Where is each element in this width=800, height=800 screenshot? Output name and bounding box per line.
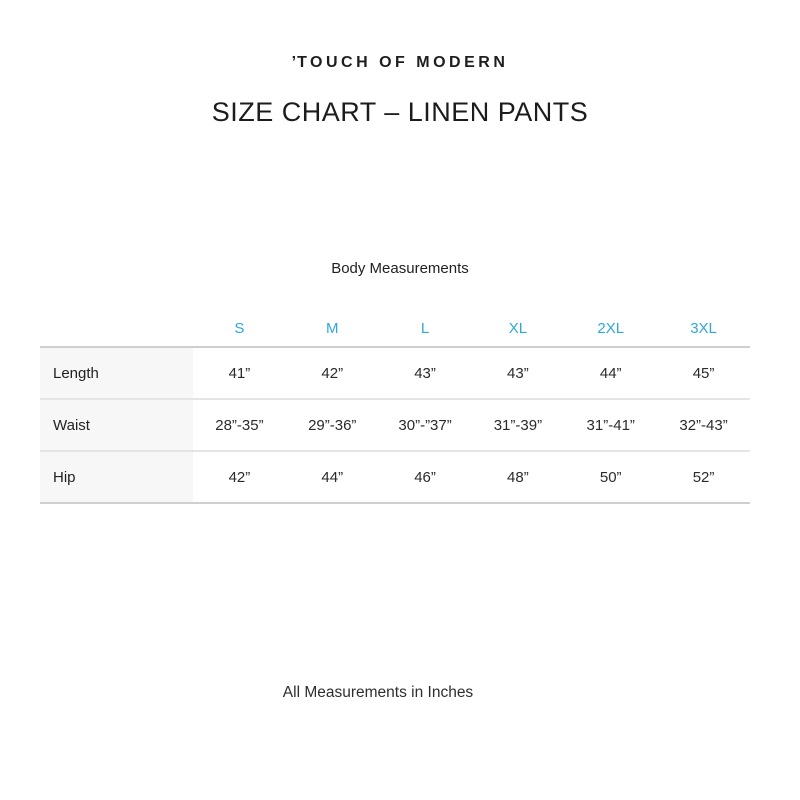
logo-tick-mark: ʼ bbox=[291, 54, 297, 71]
waist-2xl-value: 31”-41” bbox=[586, 416, 635, 434]
table-row-hip bbox=[40, 450, 750, 502]
size-header-s: S bbox=[234, 319, 245, 337]
table-body bbox=[40, 346, 750, 504]
hip-m-value: 44” bbox=[321, 468, 344, 486]
table-row-length bbox=[40, 348, 750, 398]
length-3xl-value: 45” bbox=[692, 364, 715, 382]
hip-s-value: 42” bbox=[228, 468, 251, 486]
header-spacer-cell bbox=[40, 310, 193, 346]
waist-xl-value: 31”-39” bbox=[493, 416, 543, 434]
row-label: Hip bbox=[40, 452, 193, 502]
hip-xl-value: 48” bbox=[507, 468, 529, 486]
length-xl-value: 43” bbox=[507, 364, 529, 382]
waist-l-value: 30”-”37” bbox=[398, 416, 452, 434]
row-label: Length bbox=[40, 348, 193, 398]
size-header-l: L bbox=[420, 319, 430, 337]
length-m-value: 42” bbox=[321, 364, 344, 382]
size-header-row bbox=[40, 310, 750, 346]
length-l-value: 43” bbox=[414, 364, 436, 382]
row-label: Waist bbox=[40, 400, 193, 450]
size-chart-table bbox=[40, 310, 750, 504]
brand-logo bbox=[0, 54, 800, 72]
size-header-xl: XL bbox=[508, 319, 528, 337]
waist-3xl-value: 32”-43” bbox=[679, 416, 728, 434]
table-caption: Body Measurements bbox=[331, 260, 469, 277]
waist-m-value: 29”-36” bbox=[308, 416, 357, 434]
hip-3xl-value: 52” bbox=[692, 468, 715, 486]
size-header-m: M bbox=[325, 319, 339, 337]
size-header-2xl: 2XL bbox=[597, 319, 625, 337]
size-header-3xl: 3XL bbox=[690, 319, 717, 337]
footer-note: All Measurements in Inches bbox=[282, 684, 474, 701]
length-s-value: 41” bbox=[228, 364, 251, 382]
length-2xl-value: 44” bbox=[599, 364, 622, 382]
page-title: SIZE CHART – LINEN PANTS bbox=[211, 97, 589, 127]
waist-s-value: 28”-35” bbox=[215, 416, 264, 434]
table-row-waist bbox=[40, 398, 750, 450]
brand-logo-text: TOUCH OF MODERN bbox=[297, 54, 509, 71]
hip-2xl-value: 50” bbox=[599, 468, 622, 486]
hip-l-value: 46” bbox=[414, 468, 436, 486]
